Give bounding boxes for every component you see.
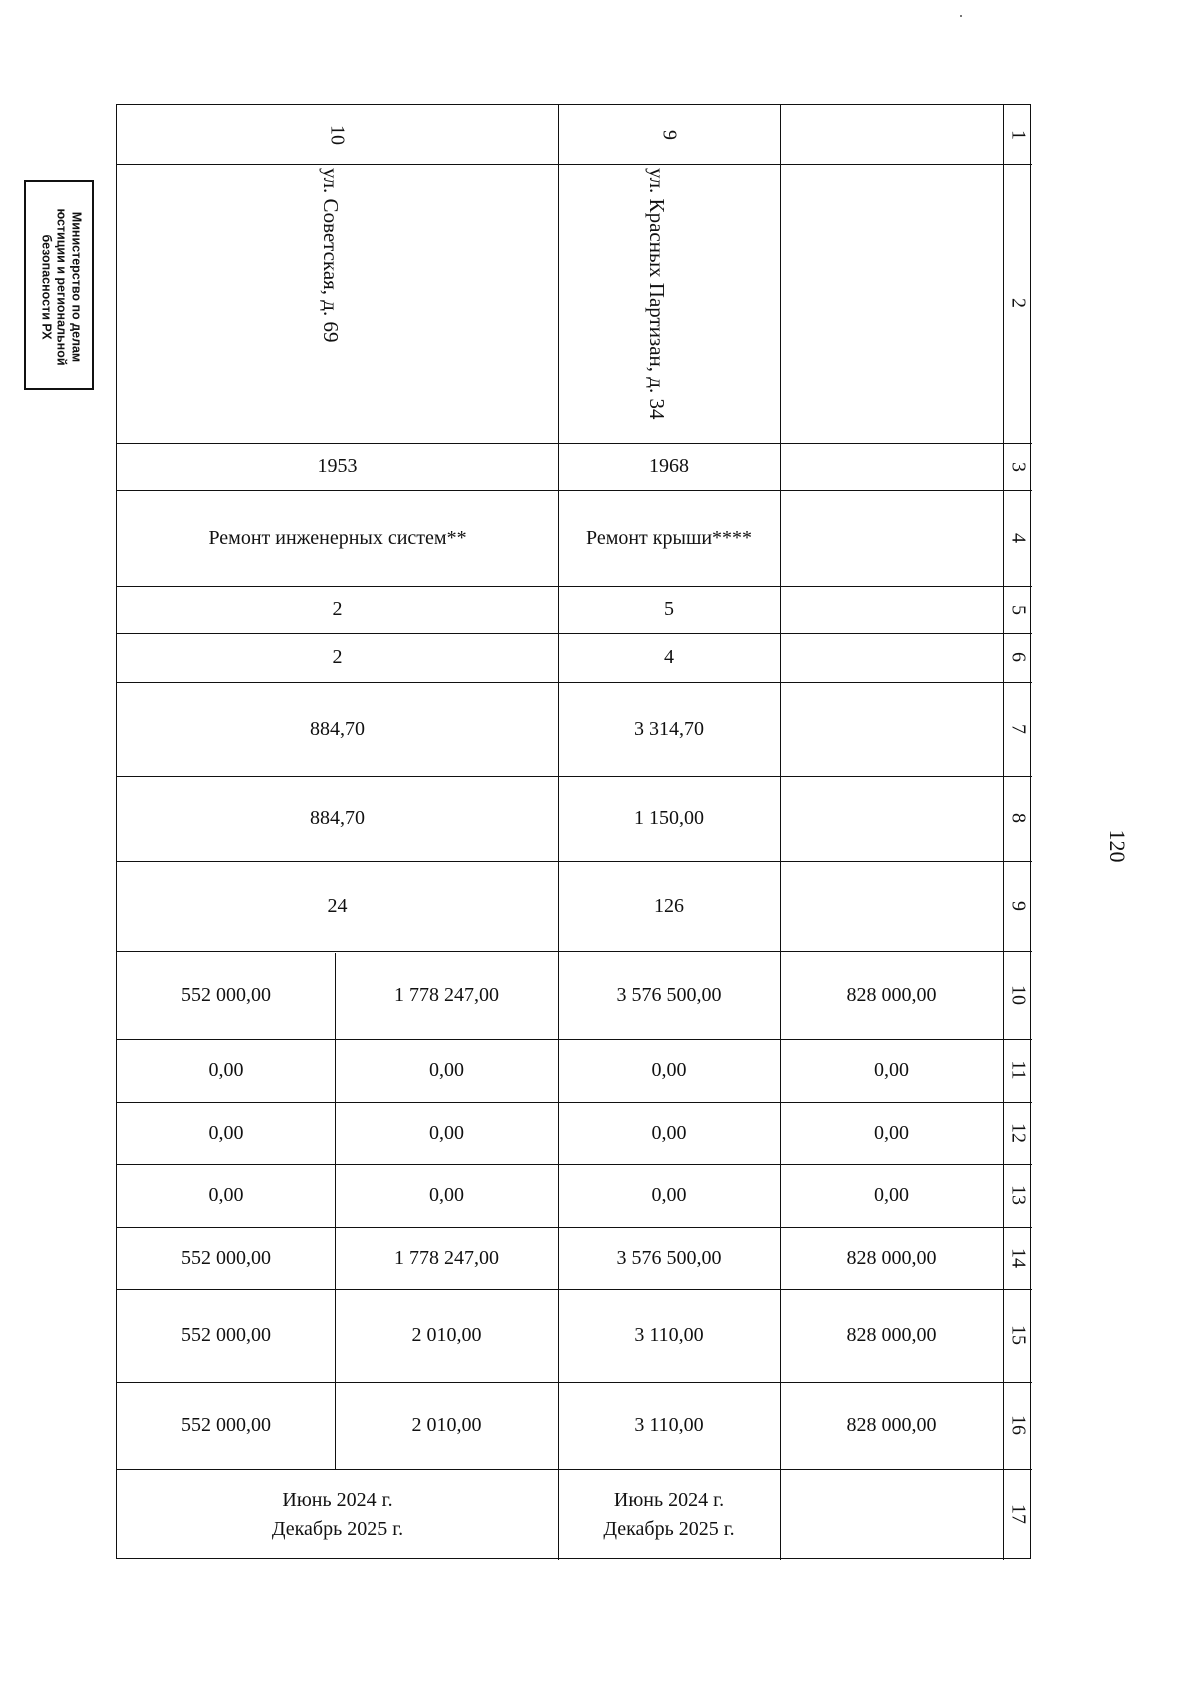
record-number: 10 xyxy=(326,125,349,145)
year-cell: 1953 xyxy=(317,455,358,477)
amount-cell: 1 778 247,00 xyxy=(394,983,499,1006)
amount-cell: 0,00 xyxy=(429,1121,464,1144)
period-cell xyxy=(558,1469,780,1560)
amount-cell: 1 778 247,00 xyxy=(394,1246,499,1269)
row-number: 16 xyxy=(1007,1415,1030,1435)
area-cell: 3 314,70 xyxy=(634,717,704,740)
row-number: 3 xyxy=(1007,462,1030,472)
work-type-cell: Ремонт крыши**** xyxy=(585,526,753,549)
period-end: Декабрь 2025 г. xyxy=(271,1517,404,1540)
row-number: 9 xyxy=(1007,901,1030,911)
amount-cell: 0,00 xyxy=(651,1059,687,1081)
period-cell xyxy=(117,1469,558,1560)
row-divider xyxy=(117,164,1032,165)
residents-cell: 126 xyxy=(654,894,684,917)
amount-cell: 552 000,00 xyxy=(181,1324,271,1346)
row-number: 8 xyxy=(1007,813,1030,823)
floors-cell: 5 xyxy=(664,598,674,620)
row-number: 10 xyxy=(1007,985,1030,1005)
amount-cell: 3 110,00 xyxy=(634,1414,704,1436)
amount-cell: 0,00 xyxy=(651,1121,687,1144)
amount-cell: 0,00 xyxy=(874,1121,909,1144)
amount-cell: 0,00 xyxy=(429,1184,464,1206)
amount-cell: 0,00 xyxy=(429,1059,464,1081)
residents-cell: 24 xyxy=(327,894,348,917)
amount-cell: 0,00 xyxy=(208,1121,244,1144)
area-cell: 1 150,00 xyxy=(634,807,704,829)
data-table xyxy=(116,104,1031,1559)
address-cell: ул. Советская, д. 69 xyxy=(319,168,343,343)
amount-cell: 2 010,00 xyxy=(411,1414,482,1436)
amount-cell: 0,00 xyxy=(208,1184,244,1206)
row-number: 7 xyxy=(1007,724,1030,734)
column-divider xyxy=(1003,105,1004,1560)
row-number: 11 xyxy=(1007,1060,1030,1080)
amount-cell: 3 576 500,00 xyxy=(616,983,722,1006)
amount-cell: 3 110,00 xyxy=(634,1324,704,1346)
record-number: 9 xyxy=(658,130,681,140)
amount-cell: 828 000,00 xyxy=(846,1324,937,1346)
area-cell: 884,70 xyxy=(310,717,365,740)
amount-cell: 828 000,00 xyxy=(846,983,937,1006)
row-number: 5 xyxy=(1007,605,1030,615)
amount-cell: 0,00 xyxy=(651,1184,687,1206)
amount-cell: 0,00 xyxy=(874,1059,909,1081)
amount-cell: 0,00 xyxy=(874,1184,909,1206)
stamp-line: юстиции и региональной xyxy=(54,208,69,366)
row-number: 13 xyxy=(1007,1185,1030,1205)
period-end: Декабрь 2025 г. xyxy=(603,1517,735,1540)
stamp-line: безопасности РХ xyxy=(39,234,54,340)
scan-speck xyxy=(960,15,962,17)
ministry-stamp xyxy=(24,180,94,390)
stamp-text xyxy=(39,187,84,387)
amount-cell: 552 000,00 xyxy=(181,1414,271,1436)
amount-cell: 0,00 xyxy=(208,1059,244,1081)
entrances-cell: 2 xyxy=(332,646,343,668)
amount-cell: 828 000,00 xyxy=(846,1414,937,1436)
period-start: Июнь 2024 г. xyxy=(282,1488,393,1511)
amount-cell: 828 000,00 xyxy=(846,1246,937,1269)
amount-cell: 2 010,00 xyxy=(411,1324,482,1346)
entrances-cell: 4 xyxy=(664,646,674,668)
row-number: 14 xyxy=(1007,1248,1030,1268)
row-number: 15 xyxy=(1007,1325,1030,1345)
row-number: 6 xyxy=(1007,652,1030,662)
row-number: 17 xyxy=(1007,1504,1030,1524)
stamp-line: Министерство по делам xyxy=(69,211,84,363)
area-cell: 884,70 xyxy=(310,807,365,829)
row-number: 4 xyxy=(1007,533,1030,543)
period-start: Июнь 2024 г. xyxy=(613,1488,725,1511)
row-number: 2 xyxy=(1007,298,1030,308)
address-cell: ул. Красных Партизан, д. 34 xyxy=(645,168,669,420)
floors-cell: 2 xyxy=(332,598,343,620)
amount-cell: 552 000,00 xyxy=(181,1246,271,1269)
work-type-cell: Ремонт инженерных систем** xyxy=(208,526,467,549)
page-number: 120 xyxy=(1105,829,1130,863)
row-number: 12 xyxy=(1007,1123,1030,1143)
amount-cell: 552 000,00 xyxy=(181,983,271,1006)
year-cell: 1968 xyxy=(649,455,689,477)
row-number: 1 xyxy=(1007,130,1030,140)
amount-cell: 3 576 500,00 xyxy=(616,1246,722,1269)
